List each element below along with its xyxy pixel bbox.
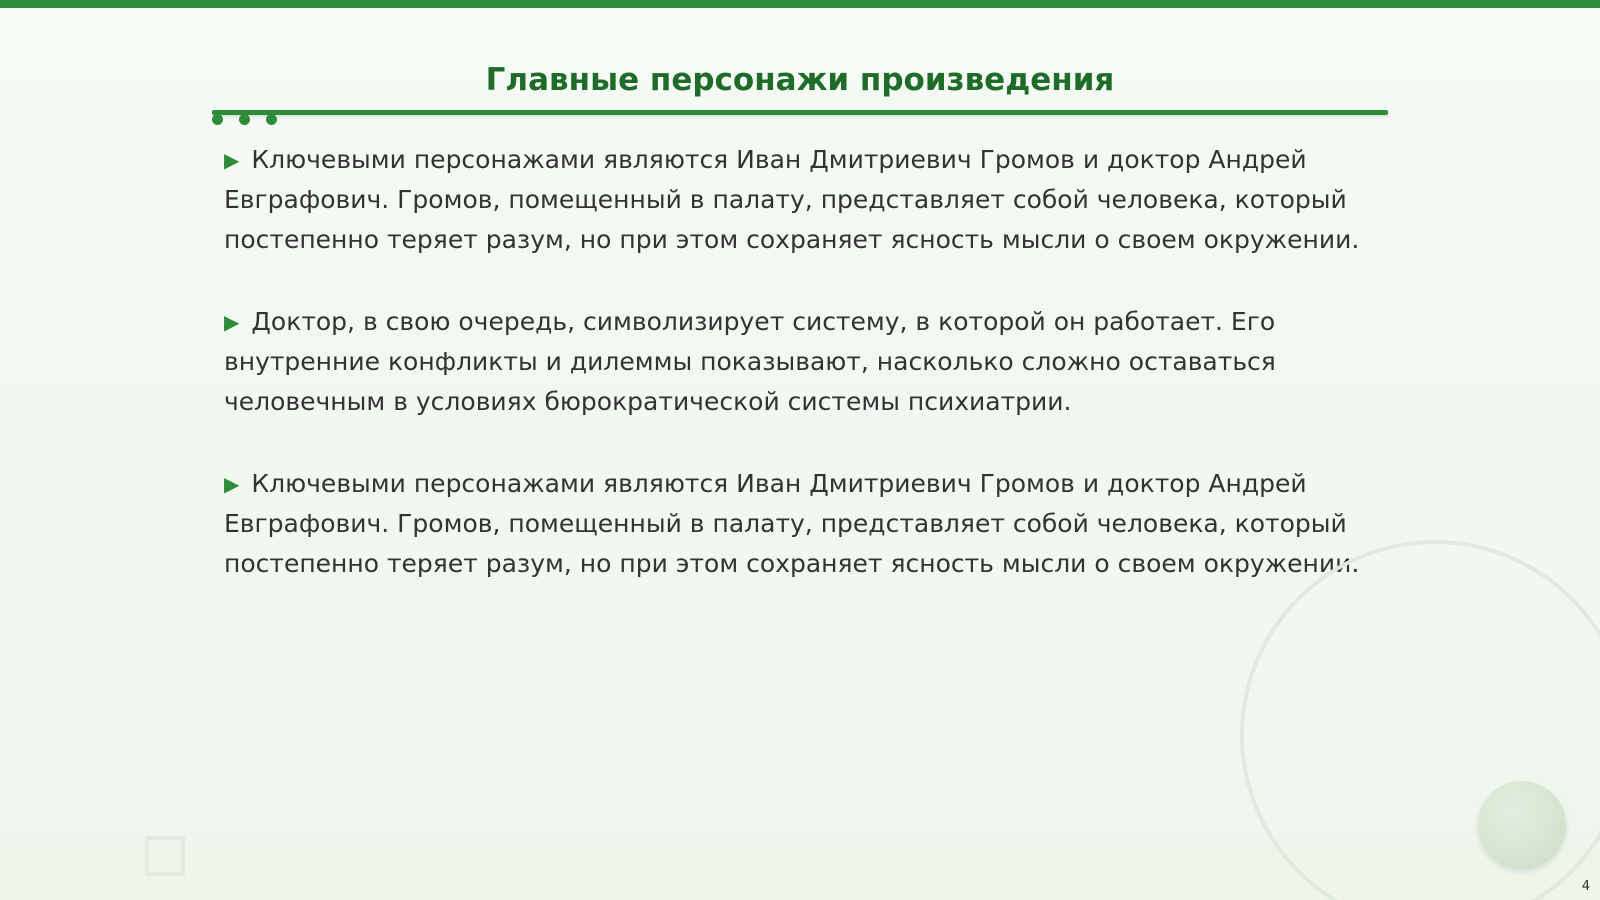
- page-number: 4: [1581, 879, 1590, 894]
- bullet-paragraph-3: [224, 464, 1364, 584]
- top-accent-bar: [0, 0, 1600, 8]
- bullet-paragraph-2: [224, 302, 1364, 422]
- decorative-dot-icon: [266, 114, 277, 125]
- paragraph-text: Доктор, в свою очередь, символизирует систему, в которой он работает. Его внутренние конфликты и дилеммы показывают, насколько сложно оставаться человечным в условиях бюрократической системы психиатрии.: [224, 307, 1276, 416]
- triangle-right-icon: ▶: [224, 310, 240, 334]
- bullet-paragraph-1: [224, 140, 1364, 260]
- decorative-square: [145, 836, 185, 876]
- slide-title: Главные персонажи произведения: [485, 62, 1115, 98]
- triangle-right-icon: ▶: [224, 472, 240, 496]
- decorative-circle: [1478, 781, 1566, 869]
- bullet-list: [224, 140, 1364, 680]
- triangle-right-icon: ▶: [224, 148, 240, 172]
- decorative-dot-icon: [239, 114, 250, 125]
- paragraph-text: Ключевыми персонажами являются Иван Дмитриевич Громов и доктор Андрей Евграфович. Громов, помещенный в палату, представляет собой человека, который постепенно теряет разум, но при этом сохраняет ясность мысли о своем окружении.: [224, 469, 1360, 578]
- title-underline: [212, 110, 1388, 115]
- paragraph-text: Ключевыми персонажами являются Иван Дмитриевич Громов и доктор Андрей Евграфович. Громов, помещенный в палату, представляет собой человека, который постепенно теряет разум, но при этом сохраняет ясность мысли о своем окружении.: [224, 145, 1360, 254]
- decorative-dot-icon: [212, 114, 223, 125]
